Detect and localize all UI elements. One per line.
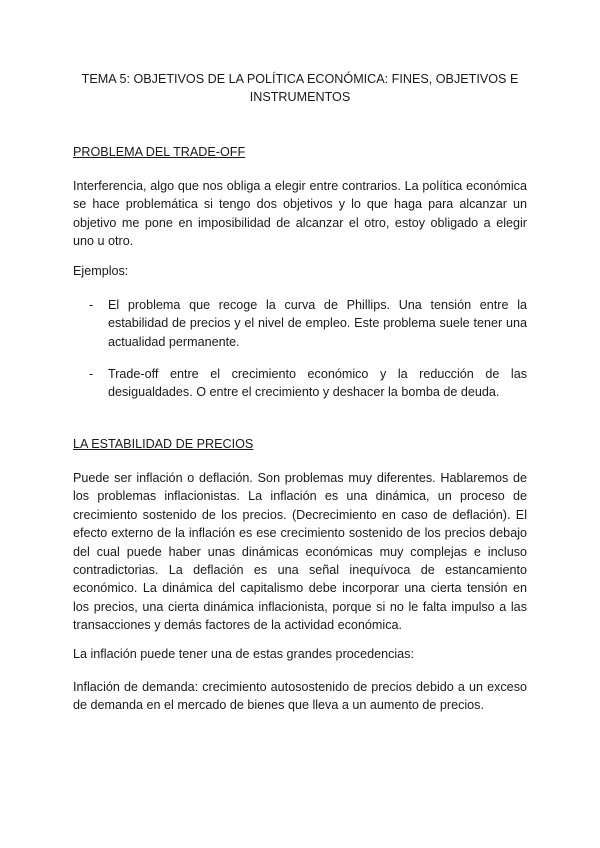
bullet-dash: - [89, 367, 94, 381]
section-heading-trade-off: PROBLEMA DEL TRADE-OFF [73, 145, 246, 159]
trade-off-intro-paragraph: Interferencia, algo que nos obliga a elegir entre contrarios. La política económica se hace problemática si tengo dos objetivos y lo que haga para alcanzar un objetivo me pone en imposibilidad de alcanzar el otro, estoy obligado a elegir uno u otro. [73, 179, 527, 249]
bullet-text: El problema que recoge la curva de Phillips. Una tensión entre la estabilidad de precios y el nivel de empleo. Este problema suele tener una actualidad permanente. [108, 298, 527, 349]
price-stability-paragraph: Puede ser inflación o deflación. Son problemas muy diferentes. Hablaremos de los problemas inflacionistas. La inflación es una dinámica, un proceso de crecimiento sostenido de los precios. (Decrecimiento en caso de deflación). El efecto externo de la inflación es ese crecimiento sostenido de los precios debajo del cual puede haber unas dinámicas económicas muy complejas e incluso contradictorias. La deflación es una señal inequívoca de estancamiento económico. La dinámica del capitalismo debe incorporar una cierta tensión en los precios, una cierta dinámica inflacionista, porque si no le falta impulso a las transacciones y demás factores de la actividad económica. [73, 471, 527, 633]
bullet-dash: - [89, 298, 94, 312]
examples-label: Ejemplos: [73, 264, 129, 278]
section-heading-price-stability: LA ESTABILIDAD DE PRECIOS [73, 437, 254, 451]
list-item [89, 296, 527, 351]
page-title: TEMA 5: OBJETIVOS DE LA POLÍTICA ECONÓMICA: FINES, OBJETIVOS E INSTRUMENTOS [81, 72, 519, 104]
demand-inflation-paragraph: Inflación de demanda: crecimiento autosostenido de precios debido a un exceso de demanda en el mercado de bienes que lleva a un aumento de precios. [73, 680, 527, 713]
inflation-origins-paragraph: La inflación puede tener una de estas grandes procedencias: [73, 647, 414, 661]
bullet-text: Trade-off entre el crecimiento económico y la reducción de las desigualdades. O entre el crecimiento y deshacer la bomba de deuda. [108, 367, 527, 400]
list-item [89, 365, 527, 402]
